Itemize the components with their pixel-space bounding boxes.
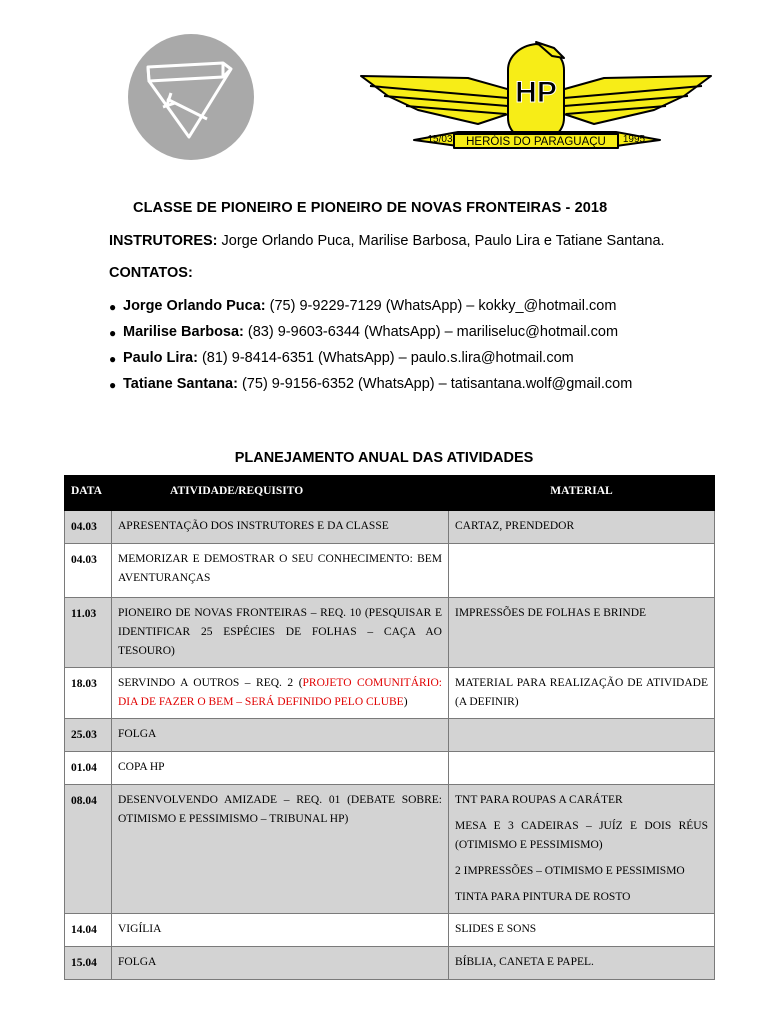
material-item: TINTA PARA PINTURA DE ROSTO (455, 891, 631, 903)
row-date: 25.03 (65, 719, 112, 752)
row-material: IMPRESSÕES DE FOLHAS E BRINDE (449, 598, 715, 668)
activities-table (64, 475, 715, 980)
row-activity: FOLGA (112, 719, 449, 752)
row-date: 04.03 (65, 544, 112, 598)
header-activity: ATIVIDADE/REQUISITO (112, 476, 449, 511)
table-row (65, 785, 715, 914)
header-material: MATERIAL (449, 476, 715, 511)
row-material (449, 719, 715, 752)
table-row (65, 914, 715, 947)
founded-date: 15/03 (427, 134, 453, 145)
document-title: CLASSE DE PIONEIRO E PIONEIRO DE NOVAS FRONTEIRAS - 2018 (133, 200, 608, 216)
club-initials: HP (515, 76, 557, 109)
row-date: 04.03 (65, 511, 112, 544)
header-date: DATA (65, 476, 112, 511)
row-date: 14.04 (65, 914, 112, 947)
bullet-icon: ● (109, 300, 117, 314)
activity-text-end: ) (403, 696, 408, 708)
bullet-icon: ● (109, 326, 117, 340)
plan-title: PLANEJAMENTO ANUAL DAS ATIVIDADES (234, 450, 534, 466)
instructors-line (109, 233, 665, 249)
row-activity: PIONEIRO DE NOVAS FRONTEIRAS – REQ. 10 (PESQUISAR E IDENTIFICAR 25 ESPÉCIES DE FOLHAS – CAÇA AO TESOURO) (112, 598, 449, 668)
material-item: MESA E 3 CADEIRAS – JUÍZ E DOIS RÉUS (OTIMISMO E PESSIMISMO) (455, 820, 708, 851)
row-date: 15.04 (65, 947, 112, 980)
table-header-row (65, 476, 715, 511)
material-item: TNT PARA ROUPAS A CARÁTER (455, 794, 623, 806)
row-material (449, 785, 715, 914)
contact-item (109, 298, 632, 324)
row-material (449, 544, 715, 598)
row-activity: COPA HP (112, 752, 449, 785)
club-eagle-logo (358, 40, 714, 155)
club-name: HERÓIS DO PARAGUAÇU (466, 136, 606, 148)
row-date: 18.03 (65, 668, 112, 719)
contact-info: (83) 9-9603-6344 (WhatsApp) – mariliseluc@hotmail.com (243, 324, 619, 340)
row-material: MATERIAL PARA REALIZAÇÃO DE ATIVIDADE (A DEFINIR) (449, 668, 715, 719)
row-activity: VIGÍLIA (112, 914, 449, 947)
row-material: CARTAZ, PRENDEDOR (449, 511, 715, 544)
contact-item (109, 350, 632, 376)
table-row (65, 947, 715, 980)
row-material: BÍBLIA, CANETA E PAPEL. (449, 947, 715, 980)
instructors-names: Jorge Orlando Puca, Marilise Barbosa, Paulo Lira e Tatiane Santana. (217, 233, 665, 249)
table-row (65, 719, 715, 752)
instructors-label: INSTRUTORES: (109, 233, 218, 249)
table-row (65, 668, 715, 719)
community-project-highlight: PROJETO COMUNITÁRIO: DIA DE FAZER O BEM – SERÁ DEFINIDO PELO CLUBE (118, 677, 443, 708)
table-row (65, 752, 715, 785)
contact-name: Jorge Orlando Puca: (123, 298, 266, 314)
material-item: 2 IMPRESSÕES – OTIMISMO E PESSIMISMO (455, 865, 685, 877)
contacts-heading: CONTATOS: (109, 265, 193, 281)
row-material: SLIDES E SONS (449, 914, 715, 947)
row-activity: FOLGA (112, 947, 449, 980)
contact-item (109, 324, 632, 350)
table-row (65, 598, 715, 668)
row-date: 11.03 (65, 598, 112, 668)
contact-name: Marilise Barbosa: (123, 324, 244, 340)
contact-info: (81) 9-8414-6351 (WhatsApp) – paulo.s.lira@hotmail.com (197, 350, 574, 366)
row-date: 08.04 (65, 785, 112, 914)
table-row (65, 544, 715, 598)
pathfinder-emblem-logo (127, 33, 255, 161)
table-row (65, 511, 715, 544)
row-material (449, 752, 715, 785)
bullet-icon: ● (109, 352, 117, 366)
contact-item (109, 376, 632, 402)
contact-name: Tatiane Santana: (123, 376, 238, 392)
activity-text: SERVINDO A OUTROS – REQ. 2 ( (118, 677, 303, 689)
row-activity: DESENVOLVENDO AMIZADE – REQ. 01 (DEBATE SOBRE: OTIMISMO E PESSIMISMO – TRIBUNAL HP) (112, 785, 449, 914)
contact-name: Paulo Lira: (123, 350, 198, 366)
row-activity (112, 668, 449, 719)
contact-info: (75) 9-9156-6352 (WhatsApp) – tatisantana.wolf@gmail.com (237, 376, 633, 392)
bullet-icon: ● (109, 378, 117, 392)
row-activity: MEMORIZAR E DEMOSTRAR O SEU CONHECIMENTO: BEM AVENTURANÇAS (112, 544, 449, 598)
row-date: 01.04 (65, 752, 112, 785)
contact-list (109, 298, 632, 402)
contact-info: (75) 9-9229-7129 (WhatsApp) – kokky_@hotmail.com (265, 298, 617, 314)
founded-year: 1995 (622, 134, 646, 145)
row-activity: APRESENTAÇÃO DOS INSTRUTORES E DA CLASSE (112, 511, 449, 544)
